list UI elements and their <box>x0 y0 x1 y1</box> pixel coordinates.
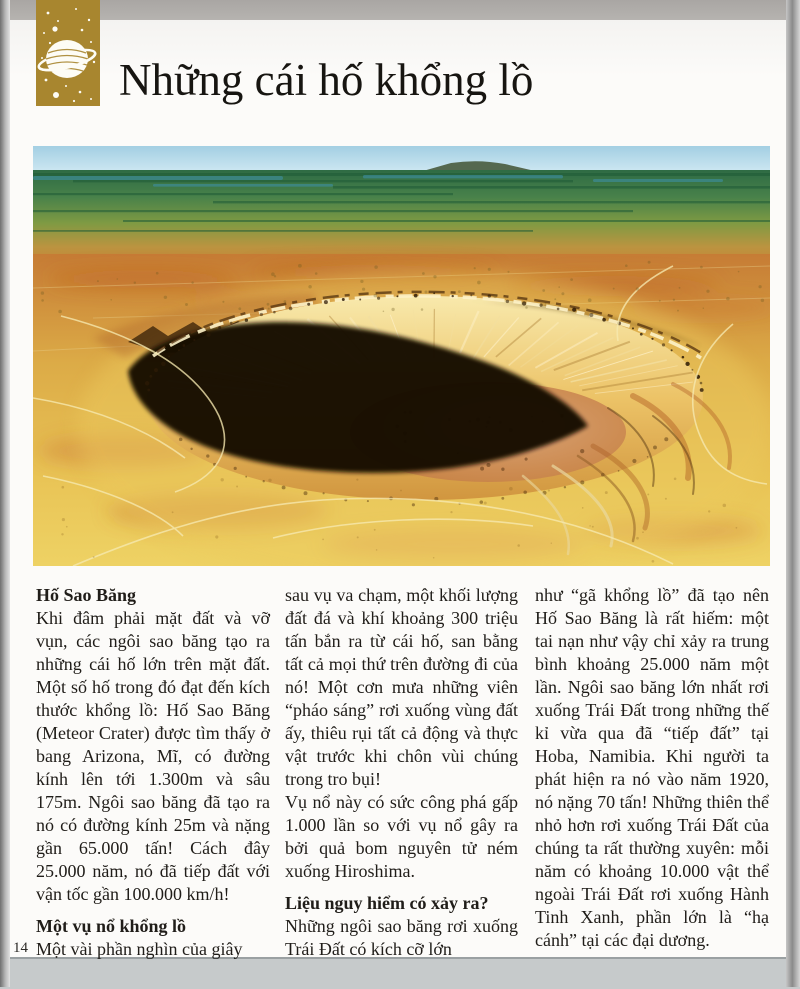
section-heading: Một vụ nổ khổng lồ <box>36 916 187 936</box>
section-heading: Liệu nguy hiểm có xảy ra? <box>285 893 489 913</box>
saturn-stars-icon <box>36 0 100 106</box>
crater-illustration <box>33 146 770 566</box>
scan-margin-bottom <box>0 957 800 989</box>
meteor-crater-painting <box>33 146 770 566</box>
text-column-3 <box>535 584 769 952</box>
sky <box>33 146 770 173</box>
green-plain <box>33 170 770 266</box>
section-heading: Hố Sao Băng <box>36 585 137 605</box>
scan-margin-top <box>0 0 800 20</box>
page-title: Những cái hố khổng lồ <box>119 55 534 105</box>
chapter-icon-box <box>36 0 100 106</box>
text-column-2 <box>285 584 518 961</box>
paragraph: Khi đâm phải mặt đất và vỡ vụn, các ngôi sao băng tạo ra những cái hố lớn trên mặt đất. Một số hố trong đó đạt đến kích thước khổng lồ: Hố Sao Băng (Meteor Crater) được tìm thấy ở bang Arizona, Mĩ, có đường kính lên tới 1.300m và sâu 175m. Ngôi sao băng đã tạo ra nó có đường kính 25m và nặng gần 65.000 tấn! Cách đây 25.000 năm, nó đã tiếp đất với vận tốc gần 100.000 km/h! <box>36 608 270 904</box>
paragraph: Một vài phần nghìn của giây <box>36 939 243 959</box>
text-column-1 <box>36 584 270 961</box>
scan-margin-left <box>0 0 10 987</box>
paragraph: sau vụ va chạm, một khối lượng đất đá và khí khoảng 300 triệu tấn bắn ra từ cái hố, san bằng tất cả mọi thứ trên đường đi của nó! Một cơn mưa những viên “pháo sáng” rơi xuống vùng đất ấy, thiêu rụi tất cả động và thực vật trước khi chôn vùi chúng trong tro bụi! <box>285 585 518 789</box>
paragraph: như “gã khổng lồ” đã tạo nên Hố Sao Băng là rất hiếm: một tai nạn như vậy chỉ xảy ra trung bình khoảng 25.000 năm một lần. Ngôi sao băng lớn nhất rơi xuống Trái Đất trong những thế kỉ vừa qua đã “tiếp đất” tại Hoba, Namibia. Khi người ta phát hiện ra nó vào năm 1920, nó nặng 70 tấn! Những thiên thể nhỏ hơn rơi xuống Trái Đất của chúng ta rất thường xuyên: mỗi năm có khoảng 10.000 vật thể ngoài Trái Đất rơi xuống Hành Tinh Xanh, phần lớn là “hạ cánh” tại các đại dương. <box>535 585 769 950</box>
page-number: 14 <box>13 940 28 956</box>
paragraph: Những ngôi sao băng rơi xuống Trái Đất có kích cỡ lớn <box>285 916 518 959</box>
paragraph: Vụ nổ này có sức công phá gấp 1.000 lần so với vụ nổ gây ra bởi quả bom nguyên tử ném xuống Hiroshima. <box>285 792 518 881</box>
scan-margin-right <box>786 0 800 987</box>
